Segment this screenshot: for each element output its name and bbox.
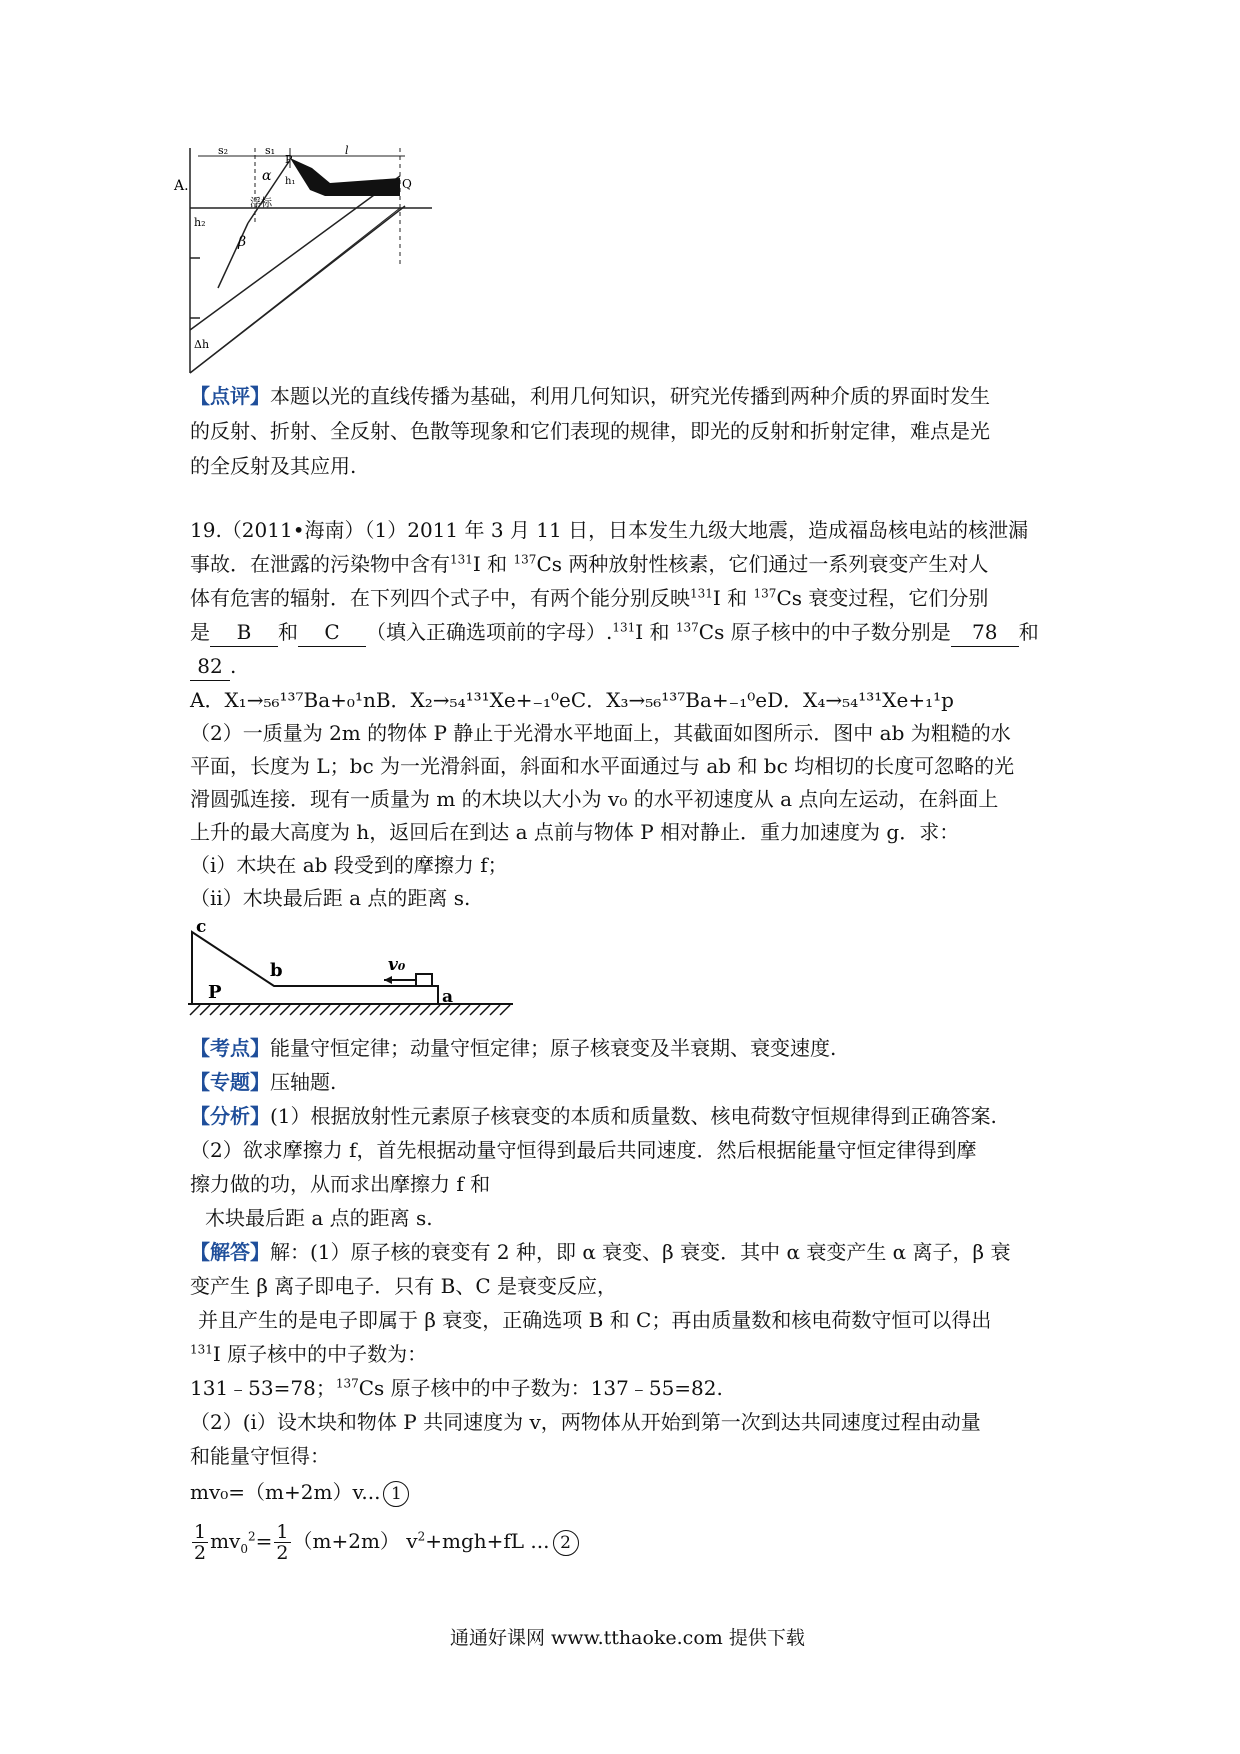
q19-part2-ii: （ii）木块最后距 a 点的距离 s. — [190, 886, 471, 910]
label-a: A. — [174, 178, 189, 194]
answer-4: 82 — [190, 652, 230, 681]
answer-2: C — [298, 618, 366, 647]
q19-part2-line-2: 平面，长度为 L；bc 为一光滑斜面，斜面和水平面通过与 ab 和 bc 均相切的长度可忽略的光 — [190, 754, 1015, 778]
comment-tag: 【点评】 — [190, 384, 270, 408]
jieda-line-7: 和能量守恒得： — [190, 1444, 330, 1468]
jieda-line-6: （2）(i）设木块和物体 P 共同速度为 v，两物体从开始到第一次到达共同速度过程由动量 — [190, 1410, 981, 1434]
label-b: b — [270, 960, 283, 981]
fenxi-line-2: （2）欲求摩擦力 f，首先根据动量守恒得到最后共同速度．然后根据能量守恒定律得到摩 — [190, 1138, 977, 1162]
label-s1: s₁ — [265, 144, 276, 157]
label-c: c — [196, 917, 207, 937]
label-l: l — [345, 144, 349, 157]
jieda-line-2: 变产生 β 离子即电子．只有 B、C 是衰变反应， — [190, 1274, 617, 1298]
q19-part2-line-3: 滑圆弧连接．现有一质量为 m 的木块以大小为 v₀ 的水平初速度从 a 点向左运动，在斜面上 — [190, 787, 999, 811]
q19-line-4: 是 B 和 C （填入正确选项前的字母）.$^{131}$I 和 $^{137}$Cs 原子核中的中子数分别是 78 和 — [190, 618, 1039, 647]
label-beta: β — [238, 234, 247, 250]
q19-part2-i: （i）木块在 ab 段受到的摩擦力 f； — [190, 853, 508, 877]
q19-line-3: 体有危害的辐射．在下列四个式子中，有两个能分别反映$^{131}$I 和 $^{137}$Cs 衰变过程，它们分别 — [190, 586, 989, 610]
label-marker: 浮标 — [250, 196, 272, 209]
equation-number-1: 1 — [383, 1481, 409, 1507]
label-a: a — [442, 987, 454, 1007]
label-s2: s₂ — [218, 144, 229, 157]
fenxi-tag: 【分析】 — [190, 1104, 270, 1128]
comment-line-3: 的全反射及其应用. — [190, 454, 357, 478]
q19-options: A．X₁→₅₆¹³⁷Ba+₀¹nB．X₂→₅₄¹³¹Xe+₋₁⁰eC．X₃→₅₆¹³⁷Ba+₋₁⁰eD．X₄→₅₄¹³¹Xe+₁¹p — [190, 688, 954, 712]
label-q: Q — [402, 177, 412, 191]
q19-line-5: 82 . — [190, 652, 236, 681]
label-v0: v₀ — [388, 955, 406, 975]
fraction-half: $\frac{1}{2}$ — [194, 1521, 207, 1564]
comment-line-2: 的反射、折射、全反射、色散等现象和它们表现的规律，即光的反射和折射定律，难点是光 — [190, 419, 990, 443]
label-p: P — [208, 982, 222, 1003]
jieda-line-4: $^{131}$I 原子核中的中子数为： — [190, 1342, 428, 1366]
answer-1: B — [210, 618, 278, 647]
answer-3: 78 — [951, 618, 1019, 647]
jieda-line-3: 并且产生的是电子即属于 β 衰变，正确选项 B 和 C；再由质量数和核电荷数守恒可以得出 — [198, 1308, 992, 1332]
jieda-tag: 【解答】 — [190, 1240, 270, 1264]
label-dh: Δh — [194, 338, 210, 351]
q19-part2-line-4: 上升的最大高度为 h，返回后在到达 a 点前与物体 P 相对静止．重力加速度为 g．求： — [190, 820, 960, 844]
label-alpha: α — [262, 168, 272, 184]
fenxi-line-4: 木块最后距 a 点的距离 s. — [205, 1206, 433, 1230]
kaodian-tag: 【考点】 — [190, 1036, 270, 1060]
fenxi-line-1: 【分析】(1）根据放射性元素原子核衰变的本质和质量数、核电荷数守恒规律得到正确答案. — [190, 1104, 997, 1128]
fraction-half: $\frac{1}{2}$ — [276, 1521, 289, 1564]
label-p: P — [285, 153, 293, 166]
label-h1: h₁ — [285, 176, 296, 187]
equation-1: mv₀=（m+2m）v... 1 — [190, 1478, 409, 1507]
comment-line-1: 【点评】本题以光的直线传播为基础，利用几何知识，研究光传播到两种介质的界面时发生 — [190, 384, 990, 408]
label-h2: h₂ — [194, 216, 206, 229]
zhuanti-tag: 【专题】 — [190, 1070, 270, 1094]
q19-line-1: 19.（2011•海南）（1）2011 年 3 月 11 日，日本发生九级大地震，造成福岛核电站的核泄漏 — [190, 518, 1029, 542]
q19-part2-line-1: （2）一质量为 2m 的物体 P 静止于光滑水平地面上，其截面如图所示．图中 ab 为粗糙的水 — [190, 721, 1011, 745]
jieda-line-1: 【解答】解：(1）原子核的衰变有 2 种，即 α 衰变、β 衰变．其中 α 衰变产生 α 离子，β 衰 — [190, 1240, 1011, 1264]
fenxi-line-3: 擦力做的功，从而求出摩擦力 f 和 — [190, 1172, 491, 1196]
incline-diagram — [188, 917, 513, 1020]
q19-line-2: 事故．在泄露的污染物中含有$^{131}$I 和 $^{137}$Cs 两种放射性核素，它们通过一系列衰变产生对人 — [190, 552, 989, 576]
equation-2: $\frac{1}{2}$ $mv_0^2=$ $\frac{1}{2}$ （m+2m） $v^2+mgh+fL$ ... 2 — [190, 1522, 579, 1563]
optics-diagram — [174, 144, 490, 373]
zhuanti-line: 【专题】压轴题. — [190, 1070, 337, 1094]
footer: 通通好课网 www.tthaoke.com 提供下载 — [450, 1627, 805, 1649]
jieda-line-5: 131﹣53=78；$^{137}$Cs 原子核中的中子数为：137﹣55=82. — [190, 1376, 723, 1400]
kaodian-line: 【考点】能量守恒定律；动量守恒定律；原子核衰变及半衰期、衰变速度. — [190, 1036, 837, 1060]
equation-number-2: 2 — [553, 1530, 579, 1556]
